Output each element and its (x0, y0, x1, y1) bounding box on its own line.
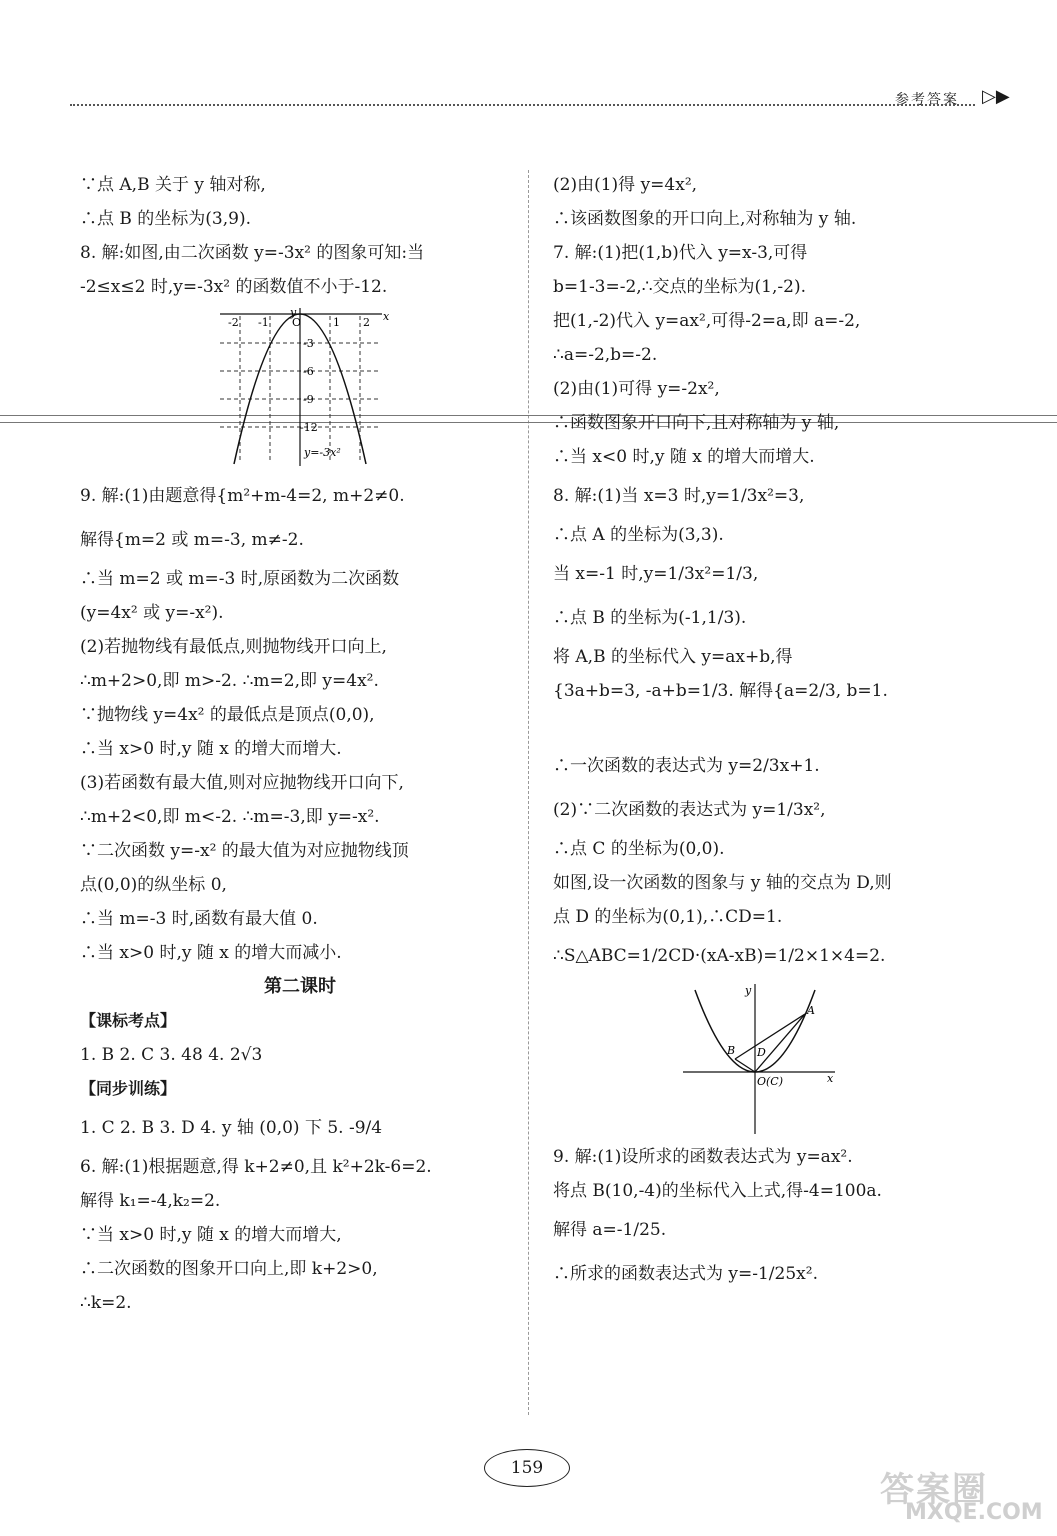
text-line: (2)∵二次函数的表达式为 y=1/3x², (553, 800, 826, 820)
text-line: ∵当 x>0 时,y 随 x 的增大而增大, (80, 1225, 342, 1245)
text-line: (3)若函数有最大值,则对应抛物线开口向下, (80, 773, 404, 793)
text-line: 如图,设一次函数的图象与 y 轴的交点为 D,则 (553, 873, 892, 893)
left-column (80, 168, 520, 1320)
text-line: 9. 解:(1)设所求的函数表达式为 y=ax². (553, 1147, 853, 1167)
text-line: 6. 解:(1)根据题意,得 k+2≠0,且 k²+2k-6=2. (80, 1157, 432, 1177)
text-line: (y=4x² 或 y=-x²). (80, 603, 224, 623)
header-rule (70, 104, 975, 106)
text-line: ∴当 m=2 或 m=-3 时,原函数为二次函数 (80, 569, 400, 589)
x-axis-label: x (827, 1072, 834, 1085)
point-a-label: A (807, 1004, 815, 1017)
svg-text:x: x (383, 310, 390, 323)
graph-function-label: y=-3x² (304, 446, 341, 459)
text-line: (2)若抛物线有最低点,则抛物线开口向上, (80, 637, 387, 657)
svg-text:-12: -12 (300, 421, 318, 434)
text-line: ∴S△ABC=1/2CD·(xA-xB)=1/2×1×4=2. (553, 946, 886, 966)
point-b-label: B (727, 1044, 736, 1057)
text-line: ∵抛物线 y=4x² 的最低点是顶点(0,0), (80, 705, 375, 725)
svg-text:-6: -6 (303, 365, 314, 378)
text-line: ∴k=2. (80, 1293, 132, 1313)
text-line: ∴一次函数的表达式为 y=2/3x+1. (553, 756, 820, 776)
text-line: 点 D 的坐标为(0,1),∴CD=1. (553, 907, 783, 927)
header-arrow-icon: ▷▶ (982, 86, 1010, 107)
text-line: (2)由(1)可得 y=-2x², (553, 379, 720, 399)
watermark-url: MXQE.COM (905, 1500, 1043, 1525)
text-line: ∴点 C 的坐标为(0,0). (553, 839, 725, 859)
text-line: ∴该函数图象的开口向上,对称轴为 y 轴. (553, 209, 857, 229)
text-line: ∴点 A 的坐标为(3,3). (553, 525, 724, 545)
text-line: ∵点 A,B 关于 y 轴对称, (80, 175, 266, 195)
text-line: ∴函数图象开口向下,且对称轴为 y 轴, (553, 413, 840, 433)
text-line: ∴当 x>0 时,y 随 x 的增大而增大. (80, 739, 342, 759)
answer-line: 1. B 2. C 3. 48 4. 2√3 (80, 1045, 263, 1065)
text-line: ∵二次函数 y=-x² 的最大值为对应抛物线顶 (80, 841, 409, 861)
text-line: ∴二次函数的图象开口向上,即 k+2>0, (80, 1259, 378, 1279)
text-line: ∴当 x<0 时,y 随 x 的增大而增大. (553, 447, 815, 467)
section-heading: 【课标考点】 (80, 1011, 177, 1030)
svg-text:-1: -1 (258, 316, 269, 329)
text-line: ∴a=-2,b=-2. (553, 345, 658, 365)
text-line: 7. 解:(1)把(1,b)代入 y=x-3,可得 (553, 243, 808, 263)
svg-text:2: 2 (363, 316, 370, 329)
svg-text:-9: -9 (303, 393, 314, 406)
text-line: ∴点 B 的坐标为(-1,1/3). (553, 608, 747, 628)
svg-text:-3: -3 (303, 337, 314, 350)
text-line: ∴m+2<0,即 m<-2. ∴m=-3,即 y=-x². (80, 807, 380, 827)
text-line: {3a+b=3, -a+b=1/3. 解得{a=2/3, b=1. (553, 681, 888, 701)
text-line: 解得 k₁=-4,k₂=2. (80, 1191, 221, 1211)
svg-text:-2: -2 (228, 316, 239, 329)
text-line: 当 x=-1 时,y=1/3x²=1/3, (553, 564, 759, 584)
text-line: b=1-3=-2,∴交点的坐标为(1,-2). (553, 277, 806, 297)
text-line: ∴当 m=-3 时,函数有最大值 0. (80, 909, 318, 929)
text-line: 将点 B(10,-4)的坐标代入上式,得-4=100a. (553, 1181, 882, 1201)
text-line: 解得{m=2 或 m=-3, m≠-2. (80, 530, 304, 550)
answer-line: 1. C 2. B 3. D 4. y 轴 (0,0) 下 5. -9/4 (80, 1118, 383, 1138)
text-line: -2≤x≤2 时,y=-3x² 的函数值不小于-12. (80, 277, 388, 297)
text-line: 将 A,B 的坐标代入 y=ax+b,得 (553, 647, 793, 667)
right-column (553, 168, 1023, 1296)
text-line: ∴m+2>0,即 m>-2. ∴m=2,即 y=4x². (80, 671, 379, 691)
text-line: 9. 解:(1)由题意得{m²+m-4=2, m+2≠0. (80, 486, 405, 506)
watermark: 答案圈 (880, 1470, 988, 1510)
header-title: 参考答案 (895, 92, 959, 108)
text-line: 解得 a=-1/25. (553, 1220, 667, 1240)
svg-text:y: y (290, 308, 297, 319)
text-line: 点(0,0)的纵坐标 0, (80, 875, 227, 895)
text-line: 8. 解:如图,由二次函数 y=-3x² 的图象可知:当 (80, 243, 425, 263)
text-line: 8. 解:(1)当 x=3 时,y=1/3x²=3, (553, 486, 805, 506)
page-number: 159 (484, 1449, 570, 1487)
text-line: (2)由(1)得 y=4x², (553, 175, 698, 195)
parabola-graph (220, 308, 390, 468)
lesson-title: 第二课时 (264, 976, 336, 997)
point-d-label: D (757, 1046, 766, 1059)
text-line: ∴当 x>0 时,y 随 x 的增大而减小. (80, 943, 342, 963)
origin-label: O(C) (757, 1075, 784, 1088)
text-line: ∴所求的函数表达式为 y=-1/25x². (553, 1264, 818, 1284)
text-line: 把(1,-2)代入 y=ax²,可得-2=a,即 a=-2, (553, 311, 861, 331)
y-axis-label: y (745, 984, 752, 997)
svg-text:O: O (292, 316, 302, 329)
text-line: ∴点 B 的坐标为(3,9). (80, 209, 252, 229)
column-divider (528, 170, 529, 1415)
section-heading: 【同步训练】 (80, 1079, 177, 1098)
svg-text:1: 1 (333, 316, 340, 329)
parabola-line-graph (683, 984, 843, 1134)
